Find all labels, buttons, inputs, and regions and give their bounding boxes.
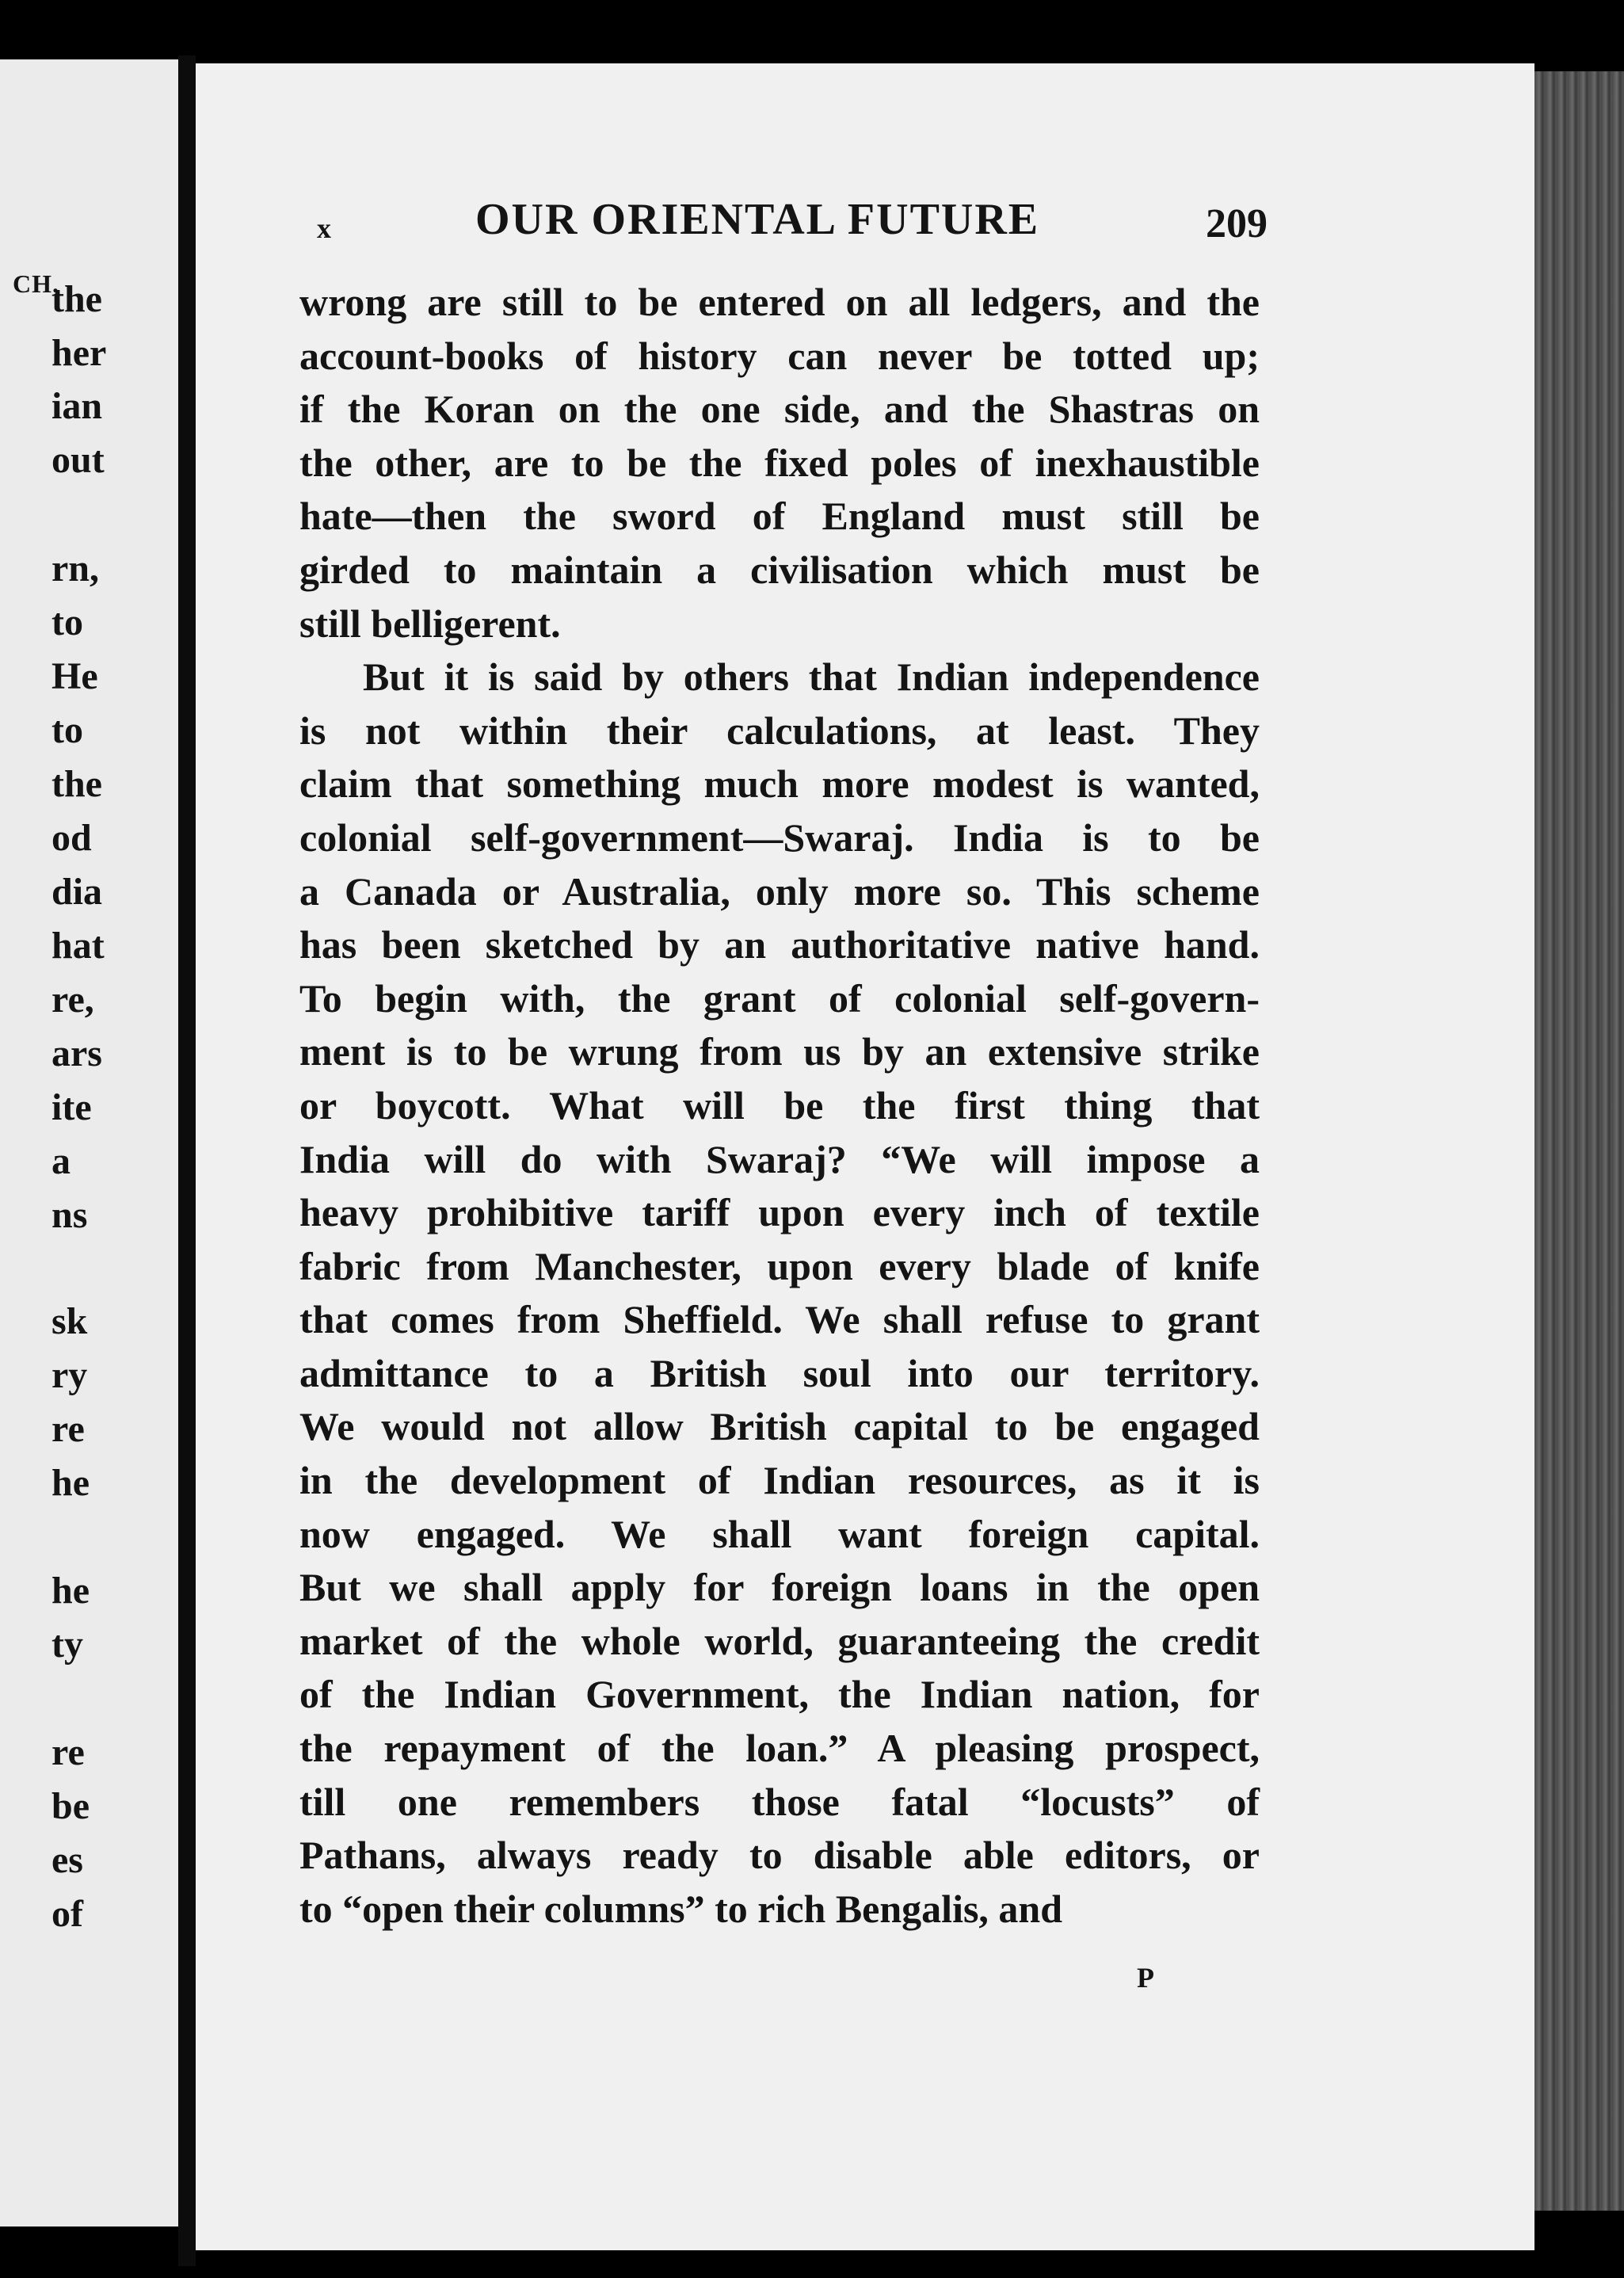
text-line: or boycott. What will be the first thing that: [299, 1082, 1260, 1128]
text-line: that comes from Sheffield. We shall refuse to grant: [299, 1297, 1260, 1342]
text-line: colonial self-government—Swaraj. India is to be: [299, 815, 1260, 860]
previous-page-fragment: dia: [51, 871, 103, 913]
text-line: claim that something much more modest is wanted,: [299, 761, 1260, 807]
text-line: admittance to a British soul into our territory.: [299, 1350, 1260, 1395]
previous-page-fragment: ty: [51, 1624, 83, 1666]
previous-page-fragment: rn,: [51, 548, 99, 590]
previous-page-fragment: be: [51, 1785, 90, 1827]
text-line: the repayment of the loan.” A pleasing prospect,: [299, 1726, 1260, 1771]
text-line: wrong are still to be entered on all ledgers, and the: [299, 280, 1260, 324]
text-line: girded to maintain a civilisation which must be: [299, 547, 1260, 592]
text-line: ment is to be wrung from us by an extensive strike: [299, 1029, 1260, 1074]
text-line: now engaged. We shall want foreign capital.: [299, 1511, 1260, 1556]
text-line: market of the whole world, guaranteeing the credit: [299, 1618, 1260, 1663]
previous-page-fragment: he: [51, 1462, 90, 1504]
text-line: to “open their columns” to rich Bengalis, and: [299, 1886, 1063, 1931]
previous-page-fragment: ry: [51, 1354, 88, 1396]
previous-page-fragment: out: [51, 439, 105, 481]
running-title: OUR ORIENTAL FUTURE: [475, 195, 1040, 244]
previous-page-fragment: re: [51, 1408, 85, 1450]
text-line: But we shall apply for foreign loans in the open: [299, 1565, 1260, 1610]
text-line: But it is said by others that Indian independence: [363, 654, 1260, 700]
text-line: a Canada or Australia, only more so. This scheme: [299, 868, 1260, 914]
page-body-text: [299, 276, 1260, 1936]
text-line: Pathans, always ready to disable able editors, or: [299, 1833, 1260, 1878]
previous-page-fragment: ite: [51, 1086, 92, 1128]
text-line: account-books of history can never be totted up;: [299, 333, 1260, 378]
page-stack-edges: [1534, 71, 1624, 2211]
running-head: [317, 194, 1268, 258]
text-line: India will do with Swaraj? “We will impose a: [299, 1136, 1260, 1181]
book-gutter: [178, 55, 196, 2266]
text-line: We would not allow British capital to be engaged: [299, 1404, 1260, 1449]
previous-page-fragment: He: [51, 655, 98, 697]
page-number: 209: [1206, 201, 1268, 246]
previous-page-fragment: the: [51, 278, 102, 320]
text-line: till one remembers those fatal “locusts” of: [299, 1779, 1260, 1824]
text-line: of the Indian Government, the Indian nation, for: [299, 1672, 1260, 1717]
text-line: the other, are to be the fixed poles of inexhaustible: [299, 440, 1260, 485]
previous-page-fragment: a: [51, 1140, 71, 1182]
previous-page-header: CH.: [13, 269, 59, 298]
text-line: if the Koran on the one side, and the Shastras on: [299, 387, 1260, 432]
previous-page-fragment: re: [51, 1731, 85, 1773]
text-line: fabric from Manchester, upon every blade of knife: [299, 1243, 1260, 1288]
chapter-number: x: [317, 212, 331, 244]
previous-page-fragment: ars: [51, 1032, 102, 1074]
previous-page-edge: [0, 59, 178, 2226]
previous-page-fragment: ns: [51, 1194, 88, 1236]
previous-page-fragment: her: [51, 332, 107, 374]
text-line: has been sketched by an authoritative native hand.: [299, 922, 1260, 967]
text-line: To begin with, the grant of colonial self-govern-: [299, 975, 1260, 1021]
previous-page-fragment: od: [51, 817, 92, 859]
previous-page-fragment: sk: [51, 1300, 88, 1342]
previous-page-fragment: ian: [51, 385, 103, 427]
text-line: heavy prohibitive tariff upon every inch of textile: [299, 1190, 1260, 1235]
previous-page-fragment: hat: [51, 925, 105, 967]
previous-page-fragment: he: [51, 1570, 90, 1612]
signature-mark: P: [1137, 1962, 1154, 1994]
previous-page-fragment: of: [51, 1893, 83, 1935]
previous-page-fragment: to: [51, 709, 83, 751]
previous-page-fragment: re,: [51, 979, 94, 1021]
text-line: hate—then the sword of England must still be: [299, 494, 1260, 539]
text-line: still belligerent.: [299, 601, 561, 646]
previous-page-fragment: the: [51, 763, 102, 805]
previous-page-fragment: to: [51, 601, 83, 643]
text-line: in the development of Indian resources, as it is: [299, 1458, 1260, 1503]
text-line: is not within their calculations, at least. They: [299, 708, 1260, 753]
previous-page-fragment: es: [51, 1839, 83, 1881]
